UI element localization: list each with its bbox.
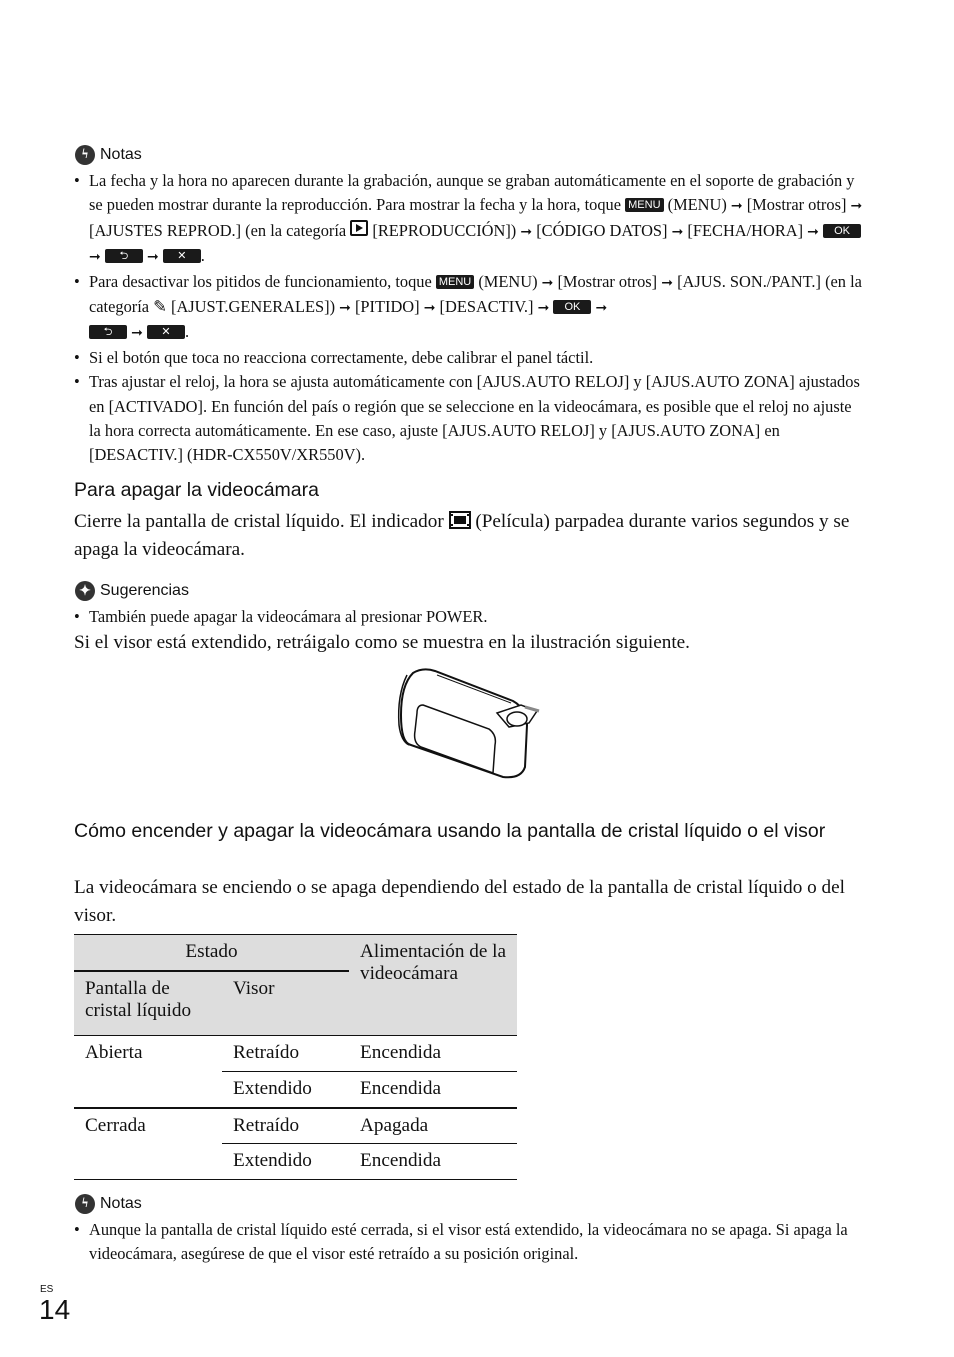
- arrow-icon: ➞: [807, 223, 819, 240]
- tips-heading: [75, 581, 189, 601]
- arrow-icon: ➞: [537, 300, 550, 317]
- camcorder-illustration: [393, 665, 543, 780]
- arrow-icon: ➞: [146, 249, 159, 266]
- section-heading-lcd-viewfinder: Cómo encender y apagar la videocámara usando la pantalla de cristal líquido o el visor: [74, 820, 826, 842]
- table-row: Abierta Retraído Encendida: [74, 1036, 517, 1072]
- list-item: • Si el botón que toca no reacciona correctamente, debe calibrar el panel táctil.: [74, 346, 864, 370]
- arrow-icon: ➞: [89, 249, 101, 266]
- arrow-icon: ➞: [131, 325, 143, 342]
- notes-heading: [75, 1194, 142, 1214]
- back-button-icon[interactable]: ⮌: [105, 249, 143, 263]
- notes-heading: [75, 145, 142, 165]
- arrow-icon: ➞: [850, 198, 863, 215]
- list-item: • Tras ajustar el reloj, la hora se ajusta automáticamente con [AJUS.AUTO RELOJ] y [AJUS.AUTO ZONA] ajustados en [ACTIVADO]. En función del país o región que se seleccione en la videocámara, es posible que el reloj no ajuste la hora correcta automáticamente. En ese caso, ajuste [AJUS.AUTO RELOJ] y [AJUS.AUTO ZONA] en [DESACTIV.] (HDR-CX550V/XR550V).: [74, 370, 864, 468]
- tips-list: [74, 605, 864, 629]
- table-header-alimentacion: Alimentación de la videocámara: [360, 941, 506, 984]
- table-row: Cerrada Retraído Apagada: [74, 1108, 517, 1144]
- lightbulb-icon: ✦: [75, 581, 95, 601]
- arrow-icon: ➞: [661, 274, 673, 291]
- arrow-icon: ➞: [339, 300, 351, 317]
- menu-button-icon[interactable]: MENU: [625, 198, 663, 212]
- ok-button-icon[interactable]: OK: [823, 224, 861, 238]
- arrow-icon: ➞: [730, 198, 743, 215]
- lcd-viewfinder-paragraph: La videocámara se enciendo o se apaga dependiendo del estado de la pantalla de cristal líquido o del visor.: [74, 877, 845, 926]
- viewfinder-paragraph: Si el visor está extendido, retráigalo como se muestra en la ilustración siguiente.: [74, 632, 690, 653]
- list-item: • Aunque la pantalla de cristal líquido esté cerrada, si el visor está extendido, la videocámara no se apaga. Si apaga la videocámara, asegúrese de que el visor esté retraído a su posición original.: [74, 1218, 864, 1267]
- page-language: ES: [40, 1284, 54, 1295]
- wrench-icon: ✎: [153, 297, 167, 317]
- power-off-paragraph: Cierre la pantalla de cristal líquido. El indicador (Película) parpadea durante varios segundos y se apaga la videocámara.: [74, 511, 850, 560]
- caution-icon: ϟ: [75, 1194, 95, 1214]
- back-button-icon[interactable]: ⮌: [89, 325, 127, 339]
- arrow-icon: ➞: [671, 223, 684, 240]
- section-heading-power-off: Para apagar la videocámara: [74, 479, 319, 501]
- tips-title: Sugerencias: [100, 582, 189, 599]
- notes-list: [74, 1218, 864, 1267]
- list-item: • Para desactivar los pitidos de funcionamiento, toque MENU (MENU) ➞ [Mostrar otros] ➞ [AJUS. SON./PANT.] (en la categoría ✎ [AJUST.GENERALES]) ➞ [PITIDO] ➞ [DESACTIV.] ➞ OK ➞ ⮌ ➞ ✕ .: [74, 270, 864, 346]
- table-header-lcd: Pantalla de cristal líquido: [85, 977, 192, 1021]
- table-row: Extendido Encendida: [74, 1144, 517, 1180]
- arrow-icon: ➞: [520, 223, 533, 240]
- notes-title: Notas: [100, 146, 142, 163]
- list-item: • La fecha y la hora no aparecen durante la grabación, aunque se graban automáticamente en el soporte de grabación y se pueden mostrar durante la reproducción. Para mostrar la fecha y la hora, toque MENU (MENU) ➞ [Mostrar otros] ➞ [AJUSTES REPROD.] (en la categoría [REPRODUCCIÓN]) ➞ [CÓDIGO DATOS] ➞ [FECHA/HORA] ➞ OK ➞ ⮌ ➞ ✕ .: [74, 169, 864, 270]
- arrow-icon: ➞: [541, 274, 554, 291]
- close-button-icon[interactable]: ✕: [163, 249, 201, 263]
- caution-icon: ϟ: [75, 145, 95, 165]
- close-button-icon[interactable]: ✕: [147, 325, 185, 339]
- playback-category-icon: [350, 220, 368, 236]
- notes-title: Notas: [100, 1195, 142, 1212]
- arrow-icon: ➞: [423, 300, 436, 317]
- arrow-icon: ➞: [595, 300, 608, 317]
- table-header-visor: Visor: [233, 977, 275, 999]
- power-state-table: [74, 934, 517, 1180]
- movie-icon: [449, 511, 471, 529]
- menu-button-icon[interactable]: MENU: [436, 275, 474, 289]
- page-number: 14: [39, 1294, 71, 1325]
- ok-button-icon[interactable]: OK: [553, 300, 591, 314]
- table-header-estado: Estado: [74, 935, 349, 971]
- table-row: Extendido Encendida: [233, 1078, 441, 1099]
- list-item: • También puede apagar la videocámara al presionar POWER.: [74, 605, 864, 629]
- notes-list: [74, 169, 864, 468]
